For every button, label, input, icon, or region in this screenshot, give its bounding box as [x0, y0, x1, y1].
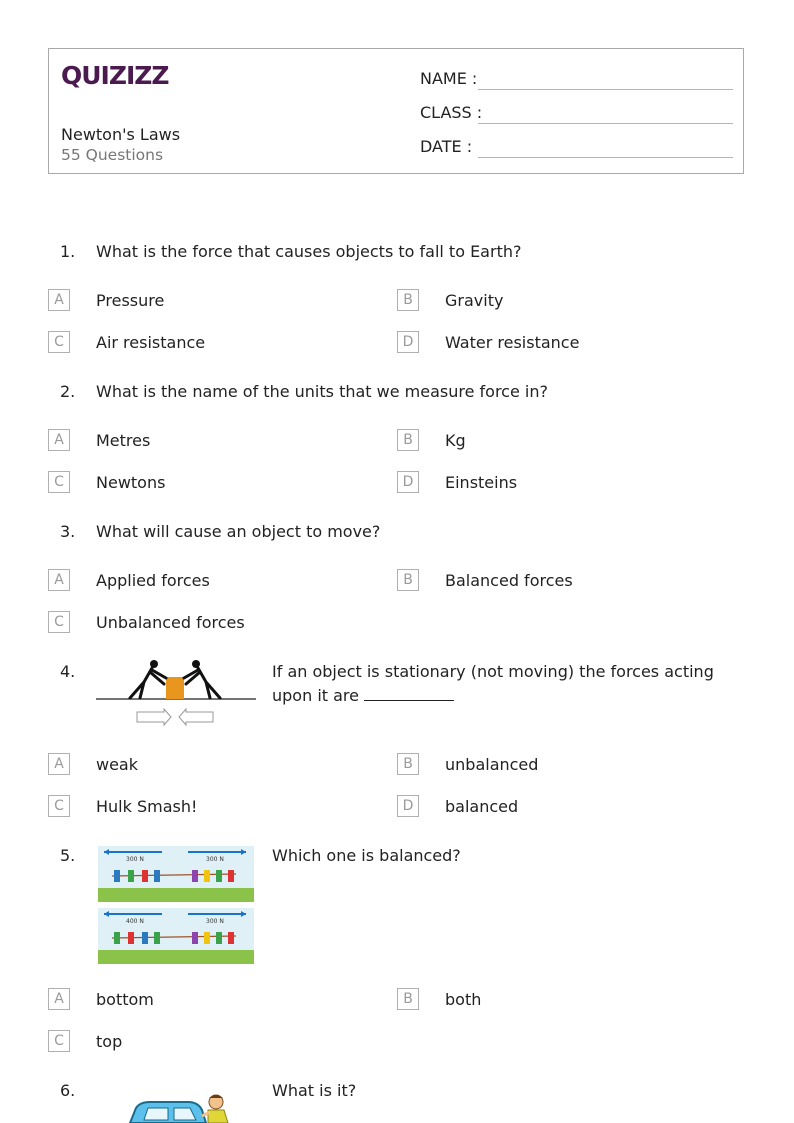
force-label: 300 N	[206, 856, 224, 863]
option-letter[interactable]: C	[48, 611, 70, 633]
option-letter[interactable]: A	[48, 753, 70, 775]
question-text: What is it?	[272, 1081, 357, 1100]
tug-of-war-image	[96, 844, 256, 964]
option-letter[interactable]: A	[48, 289, 70, 311]
question-text: What is the force that causes objects to fall to Earth?	[96, 242, 522, 261]
question-text: What will cause an object to move?	[96, 522, 381, 541]
date-field[interactable]	[478, 157, 733, 158]
option-letter[interactable]: B	[397, 429, 419, 451]
option-letter[interactable]: B	[397, 569, 419, 591]
option-text: Metres	[96, 431, 151, 450]
option-text: Einsteins	[445, 473, 518, 492]
option-letter[interactable]: C	[48, 1030, 70, 1052]
option-letter[interactable]: A	[48, 569, 70, 591]
option-text: Newtons	[96, 473, 166, 492]
force-label: 300 N	[206, 918, 224, 925]
option-letter[interactable]: B	[397, 289, 419, 311]
date-label: DATE :	[420, 137, 473, 156]
question-count: 55 Questions	[61, 146, 164, 164]
option-text: Applied forces	[96, 571, 210, 590]
option-letter[interactable]: A	[48, 988, 70, 1010]
force-label: 300 N	[126, 856, 144, 863]
option-letter[interactable]: D	[397, 795, 419, 817]
worksheet-header	[48, 48, 744, 174]
question-number: 3.	[60, 522, 76, 541]
option-letter[interactable]: B	[397, 753, 419, 775]
option-text: Pressure	[96, 291, 165, 310]
question-text: What is the name of the units that we measure force in?	[96, 382, 548, 401]
name-field[interactable]	[478, 89, 733, 90]
question-number: 1.	[60, 242, 76, 261]
tug-push-image	[96, 656, 258, 730]
option-letter[interactable]: D	[397, 471, 419, 493]
option-letter[interactable]: A	[48, 429, 70, 451]
option-text: Air resistance	[96, 333, 206, 352]
question-text: Which one is balanced?	[272, 846, 461, 865]
option-letter[interactable]: B	[397, 988, 419, 1010]
question-number: 4.	[60, 662, 76, 681]
car-push-image	[126, 1092, 236, 1123]
option-text: both	[445, 990, 482, 1009]
class-label: CLASS :	[420, 103, 483, 122]
name-label: NAME :	[420, 69, 478, 88]
worksheet-title: Newton's Laws	[61, 125, 181, 144]
question-text: If an object is stationary (not moving) the forces acting upon it are	[272, 662, 714, 705]
option-text: Hulk Smash!	[96, 797, 198, 816]
option-letter[interactable]: C	[48, 471, 70, 493]
option-text: balanced	[445, 797, 519, 816]
option-text: unbalanced	[445, 755, 539, 774]
question-number: 6.	[60, 1081, 76, 1100]
class-field[interactable]	[478, 123, 733, 124]
option-letter[interactable]: C	[48, 331, 70, 353]
quizizz-logo: QUIZIZZ	[61, 61, 169, 90]
option-text: Gravity	[445, 291, 504, 310]
option-text: Balanced forces	[445, 571, 573, 590]
option-text: Unbalanced forces	[96, 613, 245, 632]
option-text: top	[96, 1032, 123, 1051]
question-number: 2.	[60, 382, 76, 401]
option-text: bottom	[96, 990, 154, 1009]
option-text: weak	[96, 755, 138, 774]
option-text: Kg	[445, 431, 466, 450]
option-letter[interactable]: C	[48, 795, 70, 817]
option-text: Water resistance	[445, 333, 580, 352]
question-number: 5.	[60, 846, 76, 865]
force-label: 400 N	[126, 918, 144, 925]
option-letter[interactable]: D	[397, 331, 419, 353]
